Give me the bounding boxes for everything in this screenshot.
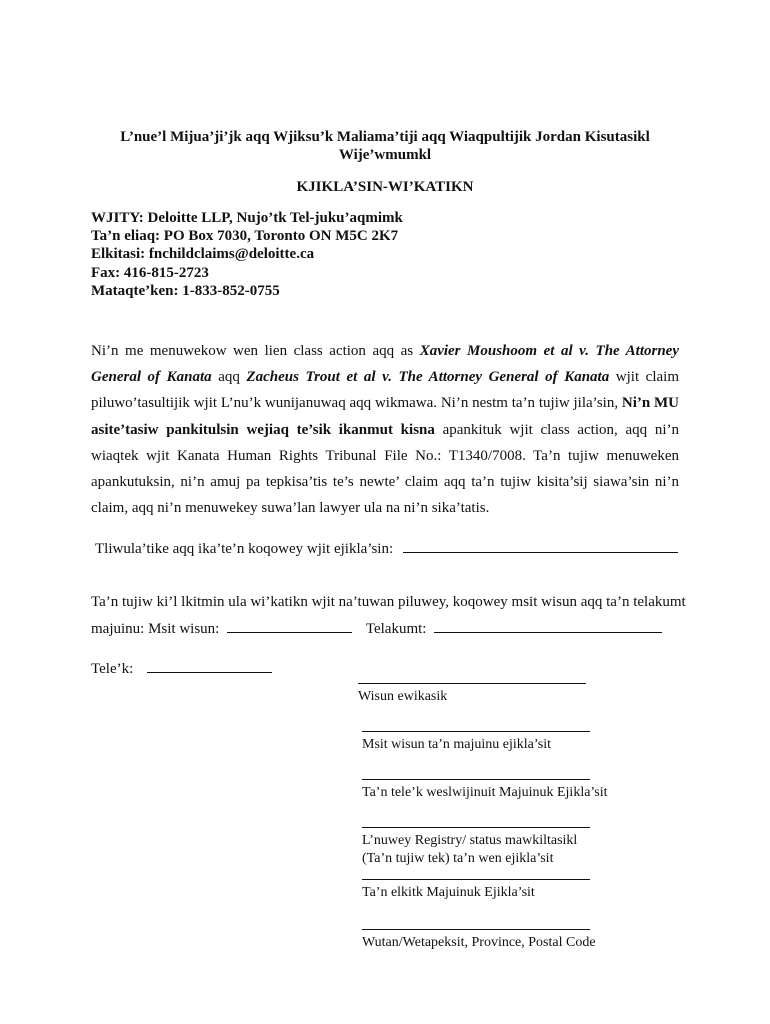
full-name-field[interactable] bbox=[227, 620, 352, 633]
signature-block-1 bbox=[358, 683, 586, 706]
position-field[interactable] bbox=[434, 620, 662, 633]
witness-field[interactable] bbox=[403, 540, 678, 553]
signature-line[interactable] bbox=[362, 731, 590, 732]
signature-label: Ta’n tele’k weslwijinuit Majuinuk Ejikla’sit bbox=[362, 785, 608, 800]
contact-address: Ta’n eliaq: PO Box 7030, Toronto ON M5C 2K7 bbox=[91, 228, 399, 245]
phone-row bbox=[91, 660, 272, 678]
signature-label: Ta’n elkitk Majuinuk Ejikla’sit bbox=[362, 885, 535, 900]
title-line-1: L’nue’l Mijua’ji’jk aqq Wjiksu’k Maliama’tiji aqq Wiaqpultijik Jordan Kisutasikl bbox=[120, 129, 650, 145]
case-name-moushoom: Xavier Moushoom et al v. The Attorney General of Kanata bbox=[91, 343, 679, 386]
signature-block-4 bbox=[362, 827, 590, 868]
paragraph-text: Ni’n me menuwekow wen lien class action aqq as bbox=[91, 343, 420, 359]
signature-line[interactable] bbox=[358, 683, 586, 684]
paragraph-text: wjit claim piluwo’tasultijik wjit L’nu’k wunijanuwaq aqq wikmawa. Ni’n nestm ta’n tujiw jila’sin, bbox=[91, 369, 679, 412]
signature-line[interactable] bbox=[362, 827, 590, 828]
signature-block-5 bbox=[362, 879, 590, 902]
signature-label: Wisun ewikasik bbox=[358, 689, 448, 704]
case-name-trout: Zacheus Trout et al v. The Attorney General of Kanata bbox=[246, 369, 610, 386]
contact-fax: Fax: 416-815-2723 bbox=[91, 264, 209, 281]
form-title: KJIKLA’SIN-WI’KATIKN bbox=[296, 179, 474, 195]
phone-label: Tele’k: bbox=[91, 661, 134, 677]
phone-field[interactable] bbox=[147, 660, 272, 673]
prelude-row-1: Ta’n tujiw ki’l lkitmin ula wi’katikn wjit na’tuwan piluwey, koqowey msit wisun aqq ta’n telakumt bbox=[91, 594, 686, 610]
signature-line[interactable] bbox=[362, 929, 590, 930]
document-title bbox=[80, 128, 690, 164]
full-name-label: majuinu: Msit wisun: bbox=[91, 621, 220, 637]
signature-block-2 bbox=[362, 731, 590, 754]
signature-block-6 bbox=[362, 929, 596, 952]
title-line-2: Wije’wmumkl bbox=[338, 147, 432, 163]
paragraph-text: apankituk wjit class action, aqq ni’n wiaqtek wjit Kanata Human Rights Tribunal File No.: T1340/7008. Ta’n tujiw menuweken apankutuksin, ni’n amuj pa tepkisa’tis te’s newte’ claim aqq ta’n tujiw kisita’sij siawa’sin ni’n claim, aqq ni’n menuwekey suwa’lan lawyer ula na ni’n sika’tatis. bbox=[91, 421, 679, 517]
witness-row bbox=[95, 540, 678, 558]
declaration-paragraph bbox=[91, 338, 679, 521]
contact-email: Elkitasi: fnchildclaims@deloitte.ca bbox=[91, 246, 315, 263]
witness-label: Tliwula’tike aqq ika’te’n koqowey wjit ejikla’sin: bbox=[95, 541, 394, 557]
signature-label: Msit wisun ta’n majuinu ejikla’sit bbox=[362, 737, 551, 752]
signature-label: L’nuwey Registry/ status mawkiltasikl bbox=[362, 833, 578, 848]
paragraph-text: aqq bbox=[211, 369, 247, 386]
contact-wjity: WJITY: Deloitte LLP, Nujo’tk Tel-juku’aqmimk bbox=[91, 210, 403, 226]
position-label: Telakumt: bbox=[365, 621, 427, 637]
opt-out-statement: Ni’n MU asite’tasiw pankitulsin wejiaq te’sik ikanmut kisna bbox=[91, 395, 679, 438]
signature-line[interactable] bbox=[362, 879, 590, 880]
signature-label-2: (Ta’n tujiw tek) ta’n wen ejikla’sit bbox=[362, 851, 554, 866]
contact-phone: Mataqte’ken: 1-833-852-0755 bbox=[91, 282, 280, 299]
signature-block-3 bbox=[362, 779, 608, 802]
signature-line[interactable] bbox=[362, 779, 590, 780]
prelude-row-2 bbox=[91, 620, 662, 638]
signature-label: Wutan/Wetapeksit, Province, Postal Code bbox=[362, 935, 596, 950]
contact-block bbox=[91, 209, 403, 300]
